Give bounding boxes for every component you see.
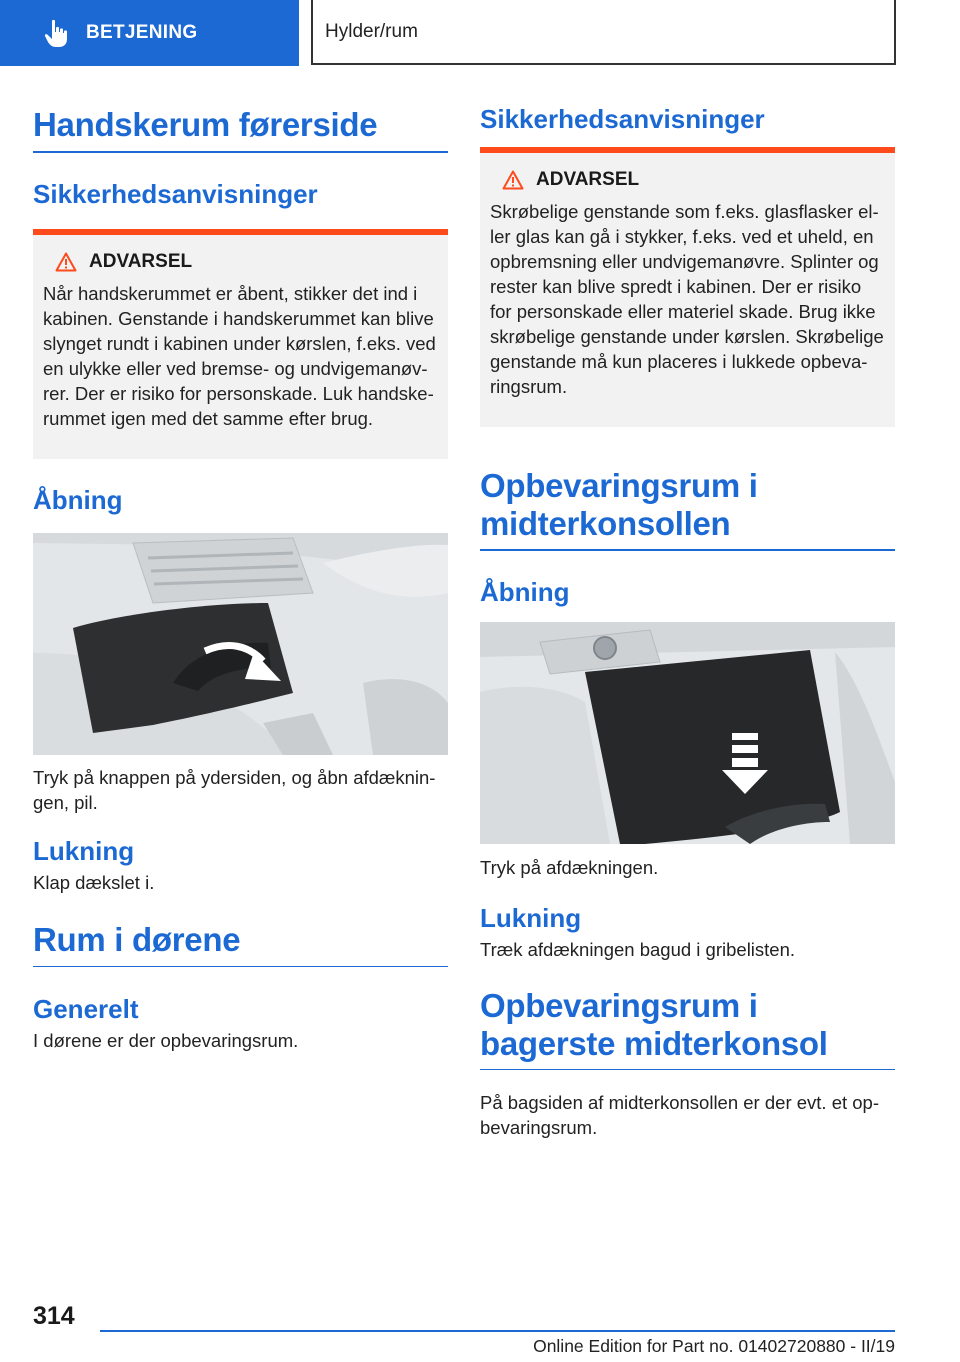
rear-console-text: På bagsiden af midterkonsollen er der evt. et op-bevaringsrum. <box>480 1092 880 1138</box>
closing-heading: Lukning <box>33 835 135 866</box>
doors-rule <box>33 966 448 968</box>
warning-box <box>33 229 448 459</box>
footer-edition: Online Edition for Part no. 01402720880 - II/19 <box>533 1336 895 1356</box>
closing-text: Klap dækslet i. <box>33 871 155 893</box>
section-label: BETJENING <box>86 22 198 43</box>
right-column <box>480 100 895 1140</box>
console-title: Opbevaringsrum i midterkonsollen <box>480 467 758 542</box>
glovebox-title: Handskerum førerside <box>33 106 378 143</box>
warning-label: ADVARSEL <box>89 250 193 272</box>
closing-text: Træk afdækningen bagud i gribelisten. <box>480 938 796 960</box>
rear-console-title: Opbevaringsrum i bagerste midterkonsol <box>480 986 828 1062</box>
warning-text: Skrøbelige genstande som f.eks. glasflasker el-ler glas kan gå i stykker, f.eks. ved et uheld, en opbremsning eller undvigemanøvre. Splinter og rester kan blive spredt i kabinen. Der er risiko for personskade eller materiel skade. Brug ikke skrøbelige genstande under kørslen. Skrøbelige genstande må kun placeres i lukkede opbeva-ringsrum. <box>490 201 884 397</box>
hand-pointer-icon <box>40 17 72 49</box>
rear-console-rule <box>480 1069 895 1071</box>
footer-rule <box>100 1330 895 1332</box>
console-illustration <box>480 622 895 844</box>
warning-triangle-icon <box>55 252 77 272</box>
general-heading: Generelt <box>33 994 139 1024</box>
safety-heading: Sikkerhedsanvisninger <box>480 104 765 134</box>
glovebox-illustration <box>33 533 448 755</box>
doors-title: Rum i dørene <box>33 920 241 958</box>
section-tab[interactable] <box>0 0 299 66</box>
console-figure <box>480 622 895 844</box>
safety-heading: Sikkerhedsanvisninger <box>33 178 318 209</box>
glovebox-figure <box>33 533 448 755</box>
page-number: 314 <box>33 1302 75 1330</box>
title-rule <box>33 151 448 153</box>
console-rule <box>480 549 895 551</box>
left-column <box>33 100 448 1053</box>
warning-label: ADVARSEL <box>536 169 640 190</box>
chapter-header <box>311 0 896 65</box>
warning-text: Når handskerummet er åbent, stikker det ind i kabinen. Genstande i handskerummet kan blive slynget rundt i kabinen under kørslen, f.eks. ved en ulykke eller ved bremse- og undvigemanøv-rer. Der er risiko for personskade. Luk handske-rummet igen med det samme efter brug. <box>43 282 436 429</box>
warning-triangle-icon <box>502 170 524 190</box>
warning-box <box>480 147 895 427</box>
closing-heading: Lukning <box>480 902 582 933</box>
opening-heading: Åbning <box>480 576 570 607</box>
general-text: I dørene er der opbevaringsrum. <box>33 1030 299 1051</box>
opening-text: Tryk på afdækningen. <box>480 856 659 878</box>
opening-text: Tryk på knappen på ydersiden, og åbn afdæknin-gen, pil. <box>33 766 436 813</box>
chapter-label: Hylder/rum <box>325 20 418 42</box>
opening-heading: Åbning <box>33 484 123 515</box>
